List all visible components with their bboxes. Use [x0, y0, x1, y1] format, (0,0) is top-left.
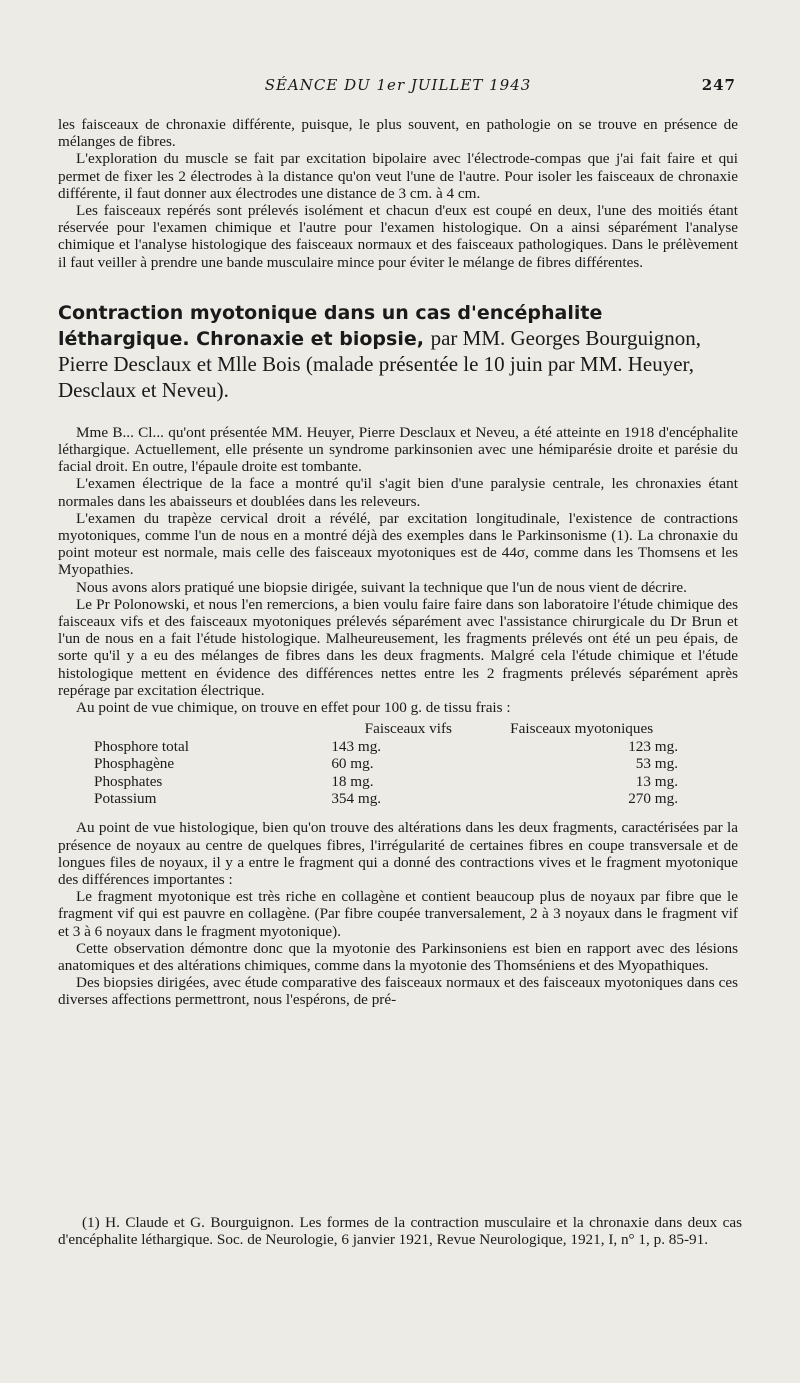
table-cell: 354 mg. [331, 789, 382, 807]
paragraph: Les faisceaux repérés sont prélevés isolément et chacun d'eux est coupé en deux, l'une des moitiés étant réservée pour l'examen chimique et l'autre pour l'examen histologique. On a ainsi séparément l'analyse chimique et l'analyse histologique des faisceaux normaux et des faisceaux pathologiques. Dans le prélèvement il faut veiller à prendre une bande musculaire mince pour éviter le mélange de fibres différentes. [58, 202, 738, 271]
footnote [58, 1214, 742, 1248]
table-cell: 53 mg. [635, 755, 678, 773]
table-cell: 13 mg. [635, 772, 678, 790]
paragraph: Au point de vue chimique, on trouve en effet pour 100 g. de tissu frais : [76, 699, 511, 717]
table-cell: Phosphates [94, 772, 163, 790]
chemical-analysis-table [94, 720, 738, 807]
table-cell: Potassium [94, 789, 157, 807]
article-heading [58, 301, 738, 404]
table-header-cell: Faisceaux myotoniques [510, 720, 654, 738]
paragraph: Le Pr Polonowski, et nous l'en remercions, a bien voulu faire faire dans son laboratoire l'étude chimique des faisceaux vifs et des faisceaux myotoniques prélevés séparément avec l'assistance chirurgicale du Dr Brun et l'un de nous en a fait l'étude histologique. Malheureusement, les fragments prélevés ont été un peu épais, de sorte qu'il y a eu des mélanges de fibres dans les deux fragments. Malgré cela l'étude chimique et l'étude histologique mettent en évidence des différences nettes entre les 2 fragments prélevés séparément après repérage par excitation électrique. [58, 595, 738, 699]
table-cell: Phosphagène [94, 755, 175, 773]
article-title: Contraction myotonique dans un cas d'encéphalite léthargique. Chronaxie et biopsie, [58, 301, 603, 350]
table-cell: 18 mg. [331, 772, 374, 790]
table-cell: 60 mg. [331, 755, 374, 773]
table-row [94, 790, 738, 807]
header-title: SÉANCE DU 1er JUILLET 1943 [264, 76, 532, 94]
page-body [58, 116, 738, 1009]
footnote-text: (1) H. Claude et G. Bourguignon. Les formes de la contraction musculaire et la chronaxie dans deux cas d'encéphalite léthargique. Soc. de Neurologie, 6 janvier 1921, Revue Neurologique, 1921, I, n° 1, p. 85-91. [58, 1214, 742, 1248]
table-header-cell: Faisceaux vifs [364, 720, 452, 738]
table-header-row [94, 720, 738, 737]
table-row [94, 773, 738, 790]
paragraph: Le fragment myotonique est très riche en collagène et contient beaucoup plus de noyaux par fibre que le fragment vif qui est pauvre en collagène. (Par fibre coupée tranversalement, 2 à 3 noyaux dans le fragment vif et 3 à 6 noyaux dans le fragment myotonique). [58, 888, 738, 940]
table-cell: 270 mg. [628, 789, 678, 807]
table-cell: Phosphore total [94, 737, 189, 755]
page-number: 247 [701, 76, 736, 94]
paragraph: les faisceaux de chronaxie différente, puisque, le plus souvent, en pathologie on se trouve en présence de mélanges de fibres. [58, 116, 738, 151]
table-cell: 123 mg. [628, 737, 678, 755]
paragraph: L'examen électrique de la face a montré qu'il s'agit bien d'une paralysie centrale, les chronaxies étant normales dans les abaisseurs et doublées dans les releveurs. [58, 475, 738, 510]
paragraph: L'exploration du muscle se fait par excitation bipolaire avec l'électrode-compas que j'ai fait faire et qui permet de fixer les 2 électrodes à la distance qu'on veut l'une de l'autre. Pour isoler les faisceaux de chronaxie différente, il faut donner aux électrodes une distance de 3 cm. à 4 cm. [58, 150, 738, 202]
table-row [94, 755, 738, 772]
paragraph: Des biopsies dirigées, avec étude comparative des faisceaux normaux et des faisceaux myotoniques dans ces diverses affections permettront, nous l'espérons, de pré- [58, 974, 738, 1009]
table-header-cell [94, 720, 309, 737]
paragraph: Nous avons alors pratiqué une biopsie dirigée, suivant la technique que l'un de nous vient de décrire. [76, 578, 687, 596]
running-header [60, 76, 736, 98]
table-cell: 143 mg. [331, 737, 382, 755]
article-authors: par MM. Georges Bourguignon, Pierre Desclaux et Mlle Bois (malade présentée le 10 juin par MM. Heuyer, Desclaux et Neveu). [58, 325, 702, 402]
paragraph: Au point de vue histologique, bien qu'on trouve des altérations dans les deux fragments, caractérisées par la présence de noyaux au centre de quelques fibres, l'irrégularité de certaines fibres en coupe transversale et de longues files de noyaux, il y a entre le fragment qui a donné des contractions vives et le fragment myotonique des différences importantes : [58, 819, 738, 888]
paragraph: Cette observation démontre donc que la myotonie des Parkinsoniens est bien en rapport avec des lésions anatomiques et des altérations chimiques, comme dans la myotonie des Thomséniens et des Myopathiques. [58, 939, 738, 974]
table-row [94, 738, 738, 755]
paragraph: L'examen du trapèze cervical droit a révélé, par excitation longitudinale, l'existence de contractions myotoniques, comme l'un de nous en a montré déjà des exemples dans le Parkinsonisme (1). La chronaxie du point moteur est normale, mais celle des faisceaux myotoniques est de 44σ, comme dans les Thomsens et les Myopathies. [58, 509, 738, 579]
paragraph: Mme B... Cl... qu'ont présentée MM. Heuyer, Pierre Desclaux et Neveu, a été atteinte en 1918 d'encéphalite léthargique. Actuellement, elle présente un syndrome parkinsonien avec une hémiparésie droite et parésie du facial droit. En outre, l'épaule droite est tombante. [58, 423, 738, 476]
